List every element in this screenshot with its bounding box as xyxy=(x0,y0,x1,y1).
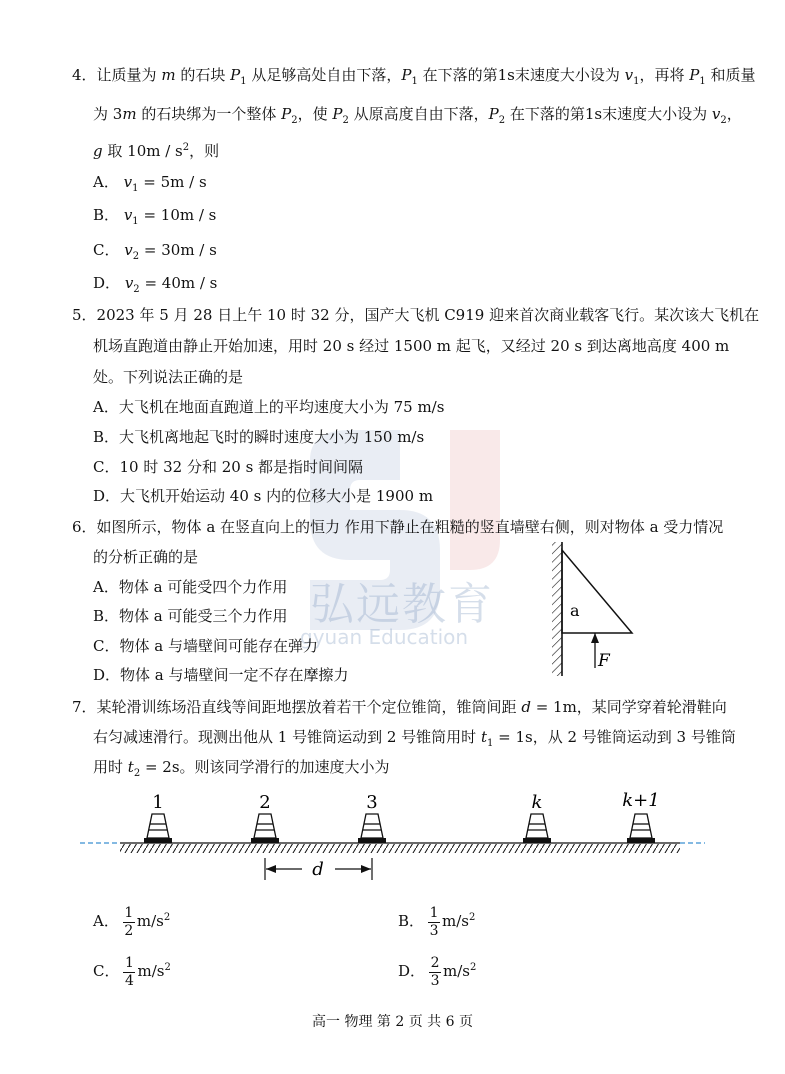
q5-line-2: 机场直跑道由静止开始加速，用时 20 s 经过 1500 m 起飞，又经过 20 s 到达离地高度 400 m xyxy=(93,337,730,355)
cone-label-k-plus-1: k+1 xyxy=(622,790,660,811)
q5-line-1: 5．2023 年 5 月 28 日上午 10 时 32 分，国产大飞机 C919 迎来首次商业载客飞行。某次该大飞机在 xyxy=(72,306,760,324)
dim-arrow-left xyxy=(266,865,276,873)
cone-1 xyxy=(144,814,172,843)
q7-line-3: 用时 $t_2 = 2s$。则该同学滑行的加速度大小为 xyxy=(93,758,390,779)
q4-option-a[interactable]: A． $v_1 = 5m / s$ xyxy=(93,173,207,194)
cone-2 xyxy=(251,814,279,843)
dim-arrow-right xyxy=(361,865,371,873)
q7-line-2: 右匀减速滑行。现测出他从 1 号锥筒运动到 2 号锥筒用时 $t_1 = 1s$，从 2 号锥筒运动到 3 号锥筒 xyxy=(93,728,736,749)
cone-label-1: 1 xyxy=(152,792,164,813)
force-label: F xyxy=(598,651,610,671)
q5-option-d[interactable]: D．大飞机开始运动 40 s 内的位移大小是 1900 m xyxy=(93,487,434,505)
cone-k-plus-1 xyxy=(627,814,655,843)
page-footer: 高一 物理 第 2 页 共 6 页 xyxy=(312,1014,473,1030)
q7-option-a[interactable]: A． $\frac{1}{2}$ $m/s^2$ xyxy=(93,904,171,939)
q7-option-b[interactable]: B． $\frac{1}{3}$ $m/s^2$ xyxy=(398,904,476,939)
q4-option-c[interactable]: C． $v_2 = 30m / s$ xyxy=(93,241,217,262)
cone-label-2: 2 xyxy=(259,792,271,813)
q4-option-b[interactable]: B． $v_1 = 10m / s$ xyxy=(93,206,217,227)
watermark-text: 弘远教育 xyxy=(310,579,494,630)
q4-line-3: g 取 $10m / s^2$，则 xyxy=(93,142,220,160)
cone-k xyxy=(523,814,551,843)
cone-label-k: k xyxy=(531,792,543,813)
q4-line-2: 为 3m 的石块绑为一个整体 $P_2$，使 $P_2$ 从原高度自由下落，$P_2$ 在下落的第1s末速度大小设为 $v_2$， xyxy=(93,105,742,126)
cone-label-3: 3 xyxy=(366,792,378,813)
q5-option-a[interactable]: A．大飞机在地面直跑道上的平均速度大小为 75 m/s xyxy=(93,398,445,416)
q6-option-d[interactable]: D．物体 a 与墙壁间一定不存在摩擦力 xyxy=(93,666,349,684)
q4-line-1: 4．让质量为 m 的石块 $P_1$ 从足够高处自由下落，$P_1$ 在下落的第1s末速度大小设为 $v_1$，再将 $P_1$ 和质量 xyxy=(72,66,756,87)
cone-3 xyxy=(358,814,386,843)
q6-option-a[interactable]: A．物体 a 可能受四个力作用 xyxy=(93,578,288,596)
q6-option-c[interactable]: C．物体 a 与墙壁间可能存在弹力 xyxy=(93,637,318,655)
q7-option-c[interactable]: C． $\frac{1}{4}$ $m/s^2$ xyxy=(93,954,171,989)
block-a xyxy=(562,550,632,633)
block-a-label: a xyxy=(570,601,580,620)
force-arrowhead xyxy=(591,633,599,643)
q6-option-b[interactable]: B．物体 a 可能受三个力作用 xyxy=(93,607,288,625)
q6-line-2: 的分析正确的是 xyxy=(93,548,199,566)
dim-label-d: d xyxy=(312,859,324,880)
q7-line-1: 7．某轮滑训练场沿直线等间距地摆放着若干个定位锥筒，锥筒间距 d = 1m，某同学穿着轮滑鞋向 xyxy=(72,698,727,716)
ground-hatching xyxy=(120,844,680,853)
q6-line-1: 6．如图所示，物体 a 在竖直向上的恒力 作用下静止在粗糙的竖直墙壁右侧，则对物体 a 受力情况 xyxy=(72,518,724,536)
q5-line-3: 处。下列说法正确的是 xyxy=(93,368,244,386)
q4-option-d[interactable]: D． $v_2 = 40m / s$ xyxy=(93,274,218,295)
wall-hatching xyxy=(552,542,562,676)
q6-wall-figure xyxy=(540,540,640,680)
q5-option-c[interactable]: C．10 时 32 分和 20 s 都是指时间间隔 xyxy=(93,458,364,476)
q5-option-b[interactable]: B．大飞机离地起飞时的瞬时速度大小为 150 m/s xyxy=(93,428,425,446)
watermark-subtext: gyuan Education xyxy=(300,625,469,649)
q7-cone-figure xyxy=(80,788,710,888)
q7-option-d[interactable]: D． $\frac{2}{3}$ $m/s^2$ xyxy=(398,954,477,989)
